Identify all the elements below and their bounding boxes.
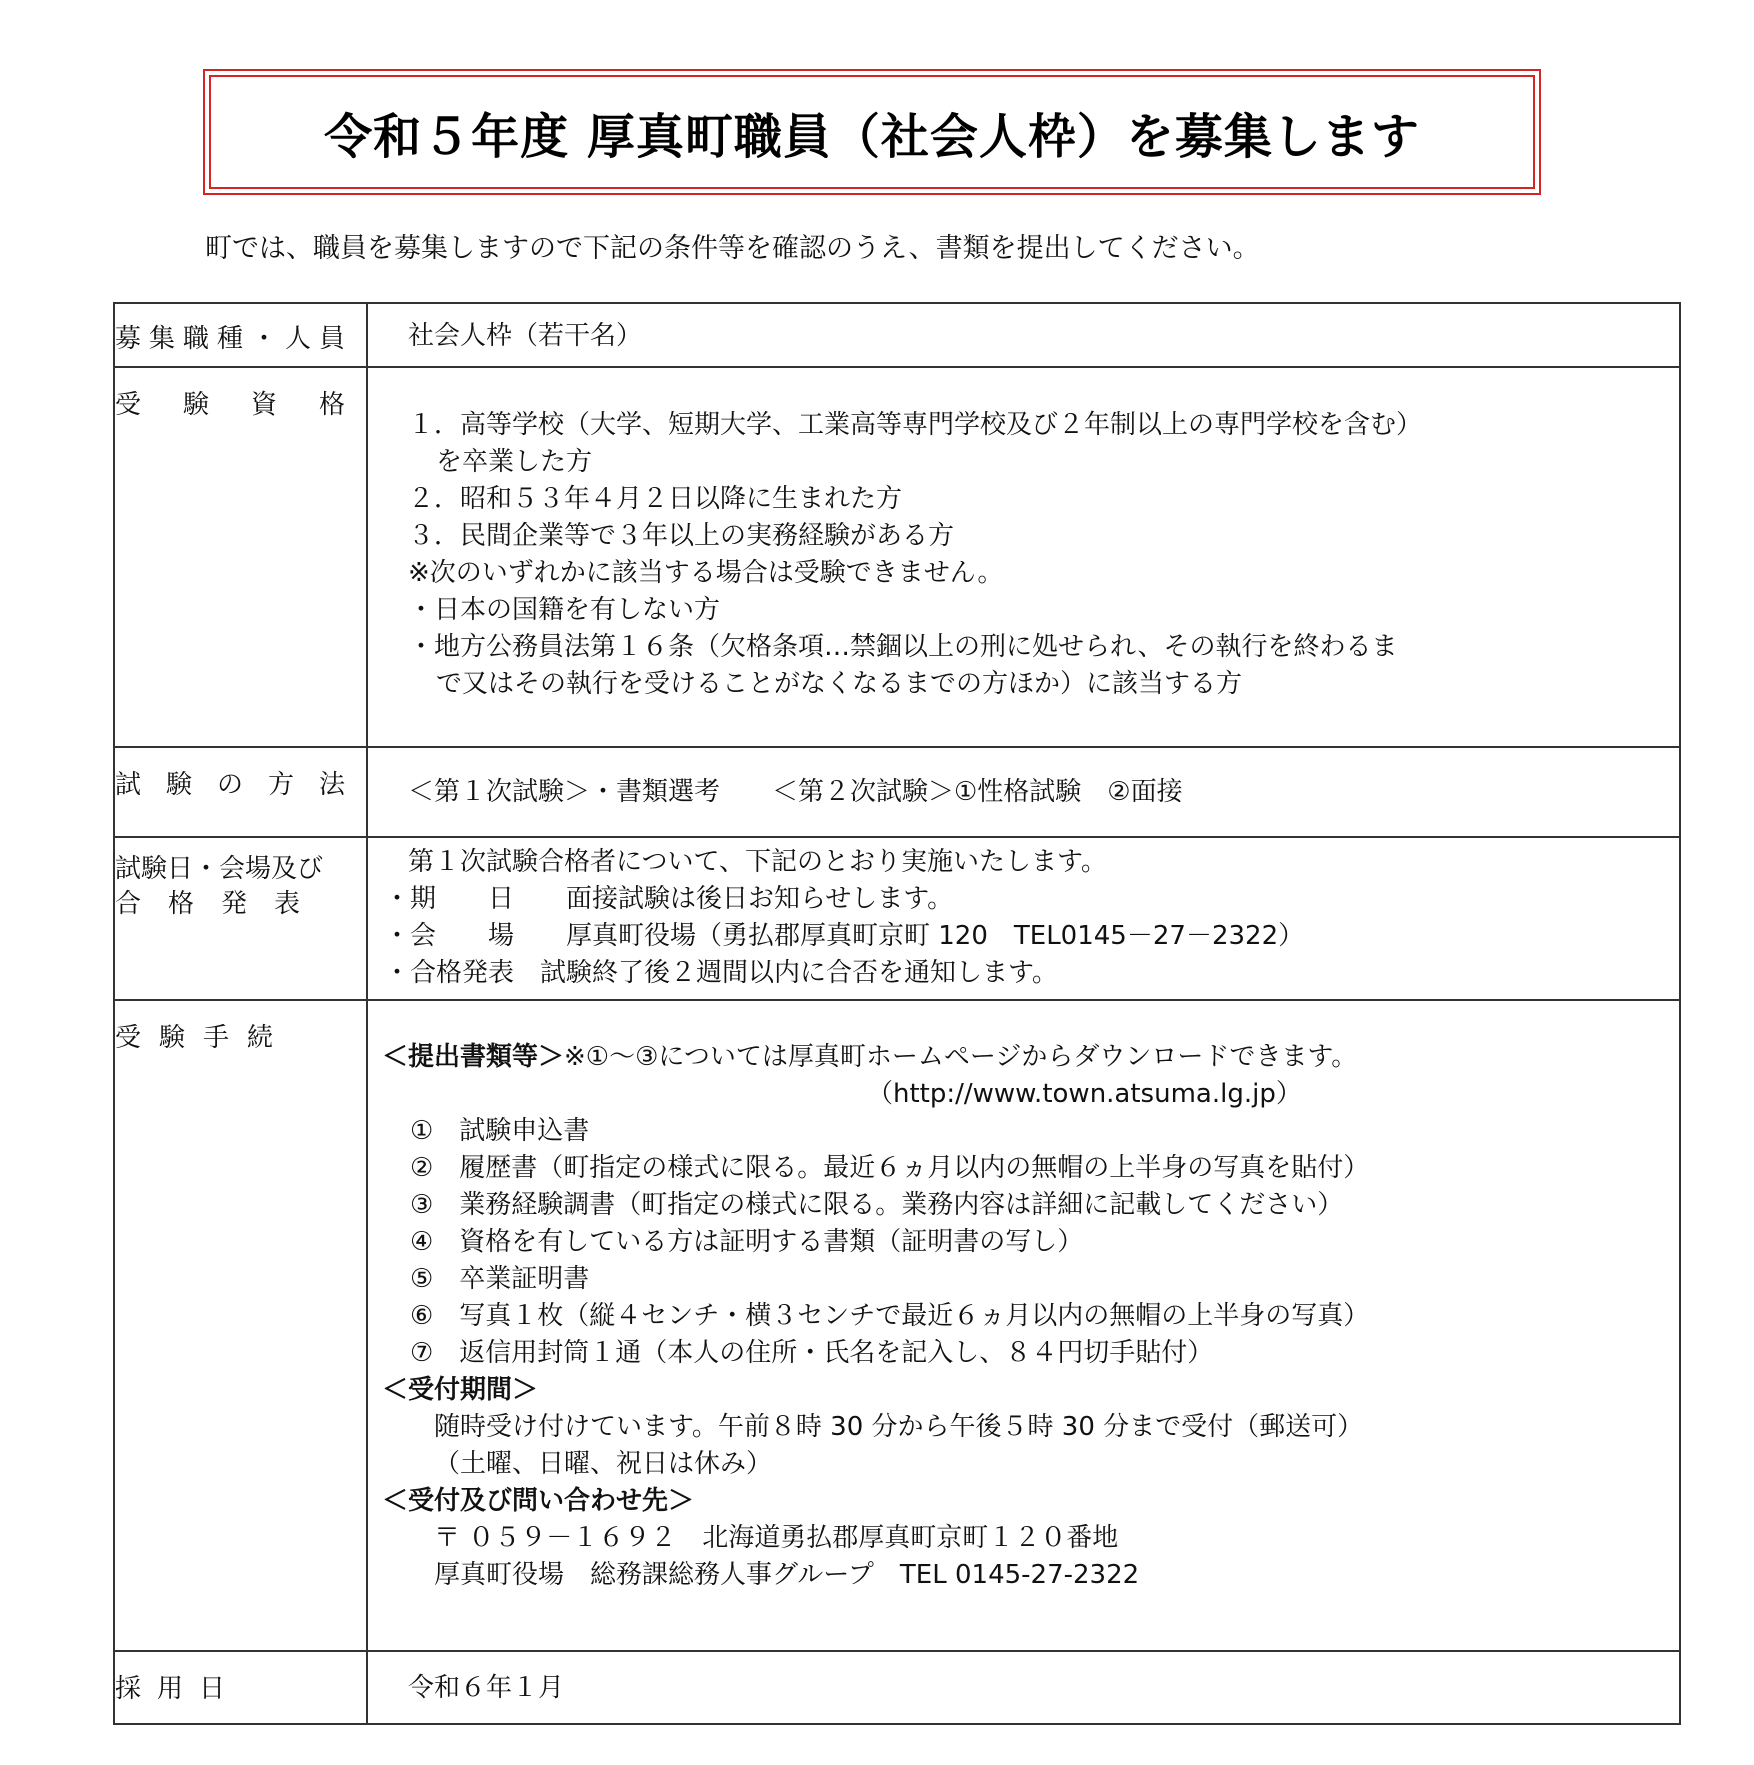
qual-exclusion-1: ・日本の国籍を有しない方 [408, 595, 721, 625]
period-heading: ＜受付期間＞ [382, 1375, 539, 1405]
label-procedure: 受 験 手 続 [114, 1000, 367, 1651]
label-date: 試験日・会場及び 合 格 発 表 [114, 837, 367, 1000]
qual-note: ※次のいずれかに該当する場合は受験できません。 [408, 558, 1004, 588]
contact-heading: ＜受付及び問い合わせ先＞ [382, 1486, 695, 1516]
label-recruit: 募集職種・人員 [114, 303, 367, 367]
table-row-qualification [114, 367, 1680, 747]
title-box [203, 69, 1541, 195]
date-venue: ・会 場 厚真町役場（勇払郡厚真町京町 120 TEL0145－27－2322） [384, 921, 1305, 951]
info-table [113, 302, 1681, 1725]
docs-note: ※①～③については厚真町ホームページからダウンロードできます。 [564, 1042, 1358, 1072]
doc-item-1: ① 試験申込書 [410, 1116, 590, 1146]
label-hire: 採 用 日 [114, 1651, 367, 1724]
date-intro: 第１次試験合格者について、下記のとおり実施いたします。 [408, 847, 1107, 877]
qual-line-2: を卒業した方 [436, 447, 593, 477]
table-row-date [114, 837, 1680, 1000]
label-qualification: 受 験 資 格 [114, 367, 367, 747]
town-url: （http://www.town.atsuma.lg.jp） [867, 1079, 1302, 1109]
intro-text: 町では、職員を募集しますので下記の条件等を確認のうえ、書類を提出してください。 [205, 233, 1260, 264]
page-title: 令和５年度 厚真町職員（社会人枠）を募集します [209, 75, 1535, 189]
label-method: 試 験 の 方 法 [114, 747, 367, 837]
date-result: ・合格発表 試験終了後２週間以内に合否を通知します。 [384, 958, 1058, 988]
doc-item-5: ⑤ 卒業証明書 [410, 1264, 590, 1294]
contact-address: 〒 ０５９－１６９２ 北海道勇払郡厚真町京町１２０番地 [434, 1523, 1119, 1553]
hire-value: 令和６年１月 [408, 1673, 565, 1703]
qual-line-1: １．高等学校（大学、短期大学、工業高等専門学校及び２年制以上の専門学校を含む） [408, 410, 1423, 440]
docs-heading-line [382, 1039, 1679, 1076]
qual-exclusion-2-cont: で又はその執行を受けることがなくなるまでの方ほか）に該当する方 [436, 669, 1243, 699]
qual-line-4: ３．民間企業等で３年以上の実務経験がある方 [408, 521, 955, 551]
table-row-recruit [114, 303, 1680, 367]
qual-exclusion-2: ・地方公務員法第１６条（欠格条項…禁錮以上の刑に処せられ、その執行を終わるま [408, 632, 1398, 662]
period-line-2: （土曜、日曜、祝日は休み） [434, 1449, 773, 1479]
doc-item-3: ③ 業務経験調書（町指定の様式に限る。業務内容は詳細に記載してください） [410, 1190, 1344, 1220]
method-value: ＜第１次試験＞・書類選考 ＜第２次試験＞①性格試験 ②面接 [408, 777, 1183, 807]
date-schedule: ・期 日 面接試験は後日お知らせします。 [384, 884, 954, 914]
doc-item-2: ② 履歴書（町指定の様式に限る。最近６ヵ月以内の無帽の上半身の写真を貼付） [410, 1153, 1370, 1183]
doc-item-6: ⑥ 写真１枚（縦４センチ・横３センチで最近６ヵ月以内の無帽の上半身の写真） [410, 1301, 1370, 1331]
doc-item-7: ⑦ 返信用封筒１通（本人の住所・氏名を記入し、８４円切手貼付） [410, 1338, 1214, 1368]
contact-office: 厚真町役場 総務課総務人事グループ TEL 0145-27-2322 [434, 1560, 1140, 1590]
table-row-hire [114, 1651, 1680, 1724]
qual-line-3: ２．昭和５３年４月２日以降に生まれた方 [408, 484, 903, 514]
table-row-procedure [114, 1000, 1680, 1651]
doc-item-4: ④ 資格を有している方は証明する書類（証明書の写し） [410, 1227, 1084, 1257]
table-row-method [114, 747, 1680, 837]
recruit-value: 社会人枠（若干名） [408, 321, 643, 351]
period-line-1: 随時受け付けています。午前８時 30 分から午後５時 30 分まで受付（郵送可） [434, 1412, 1364, 1442]
docs-heading: ＜提出書類等＞ [382, 1042, 565, 1072]
